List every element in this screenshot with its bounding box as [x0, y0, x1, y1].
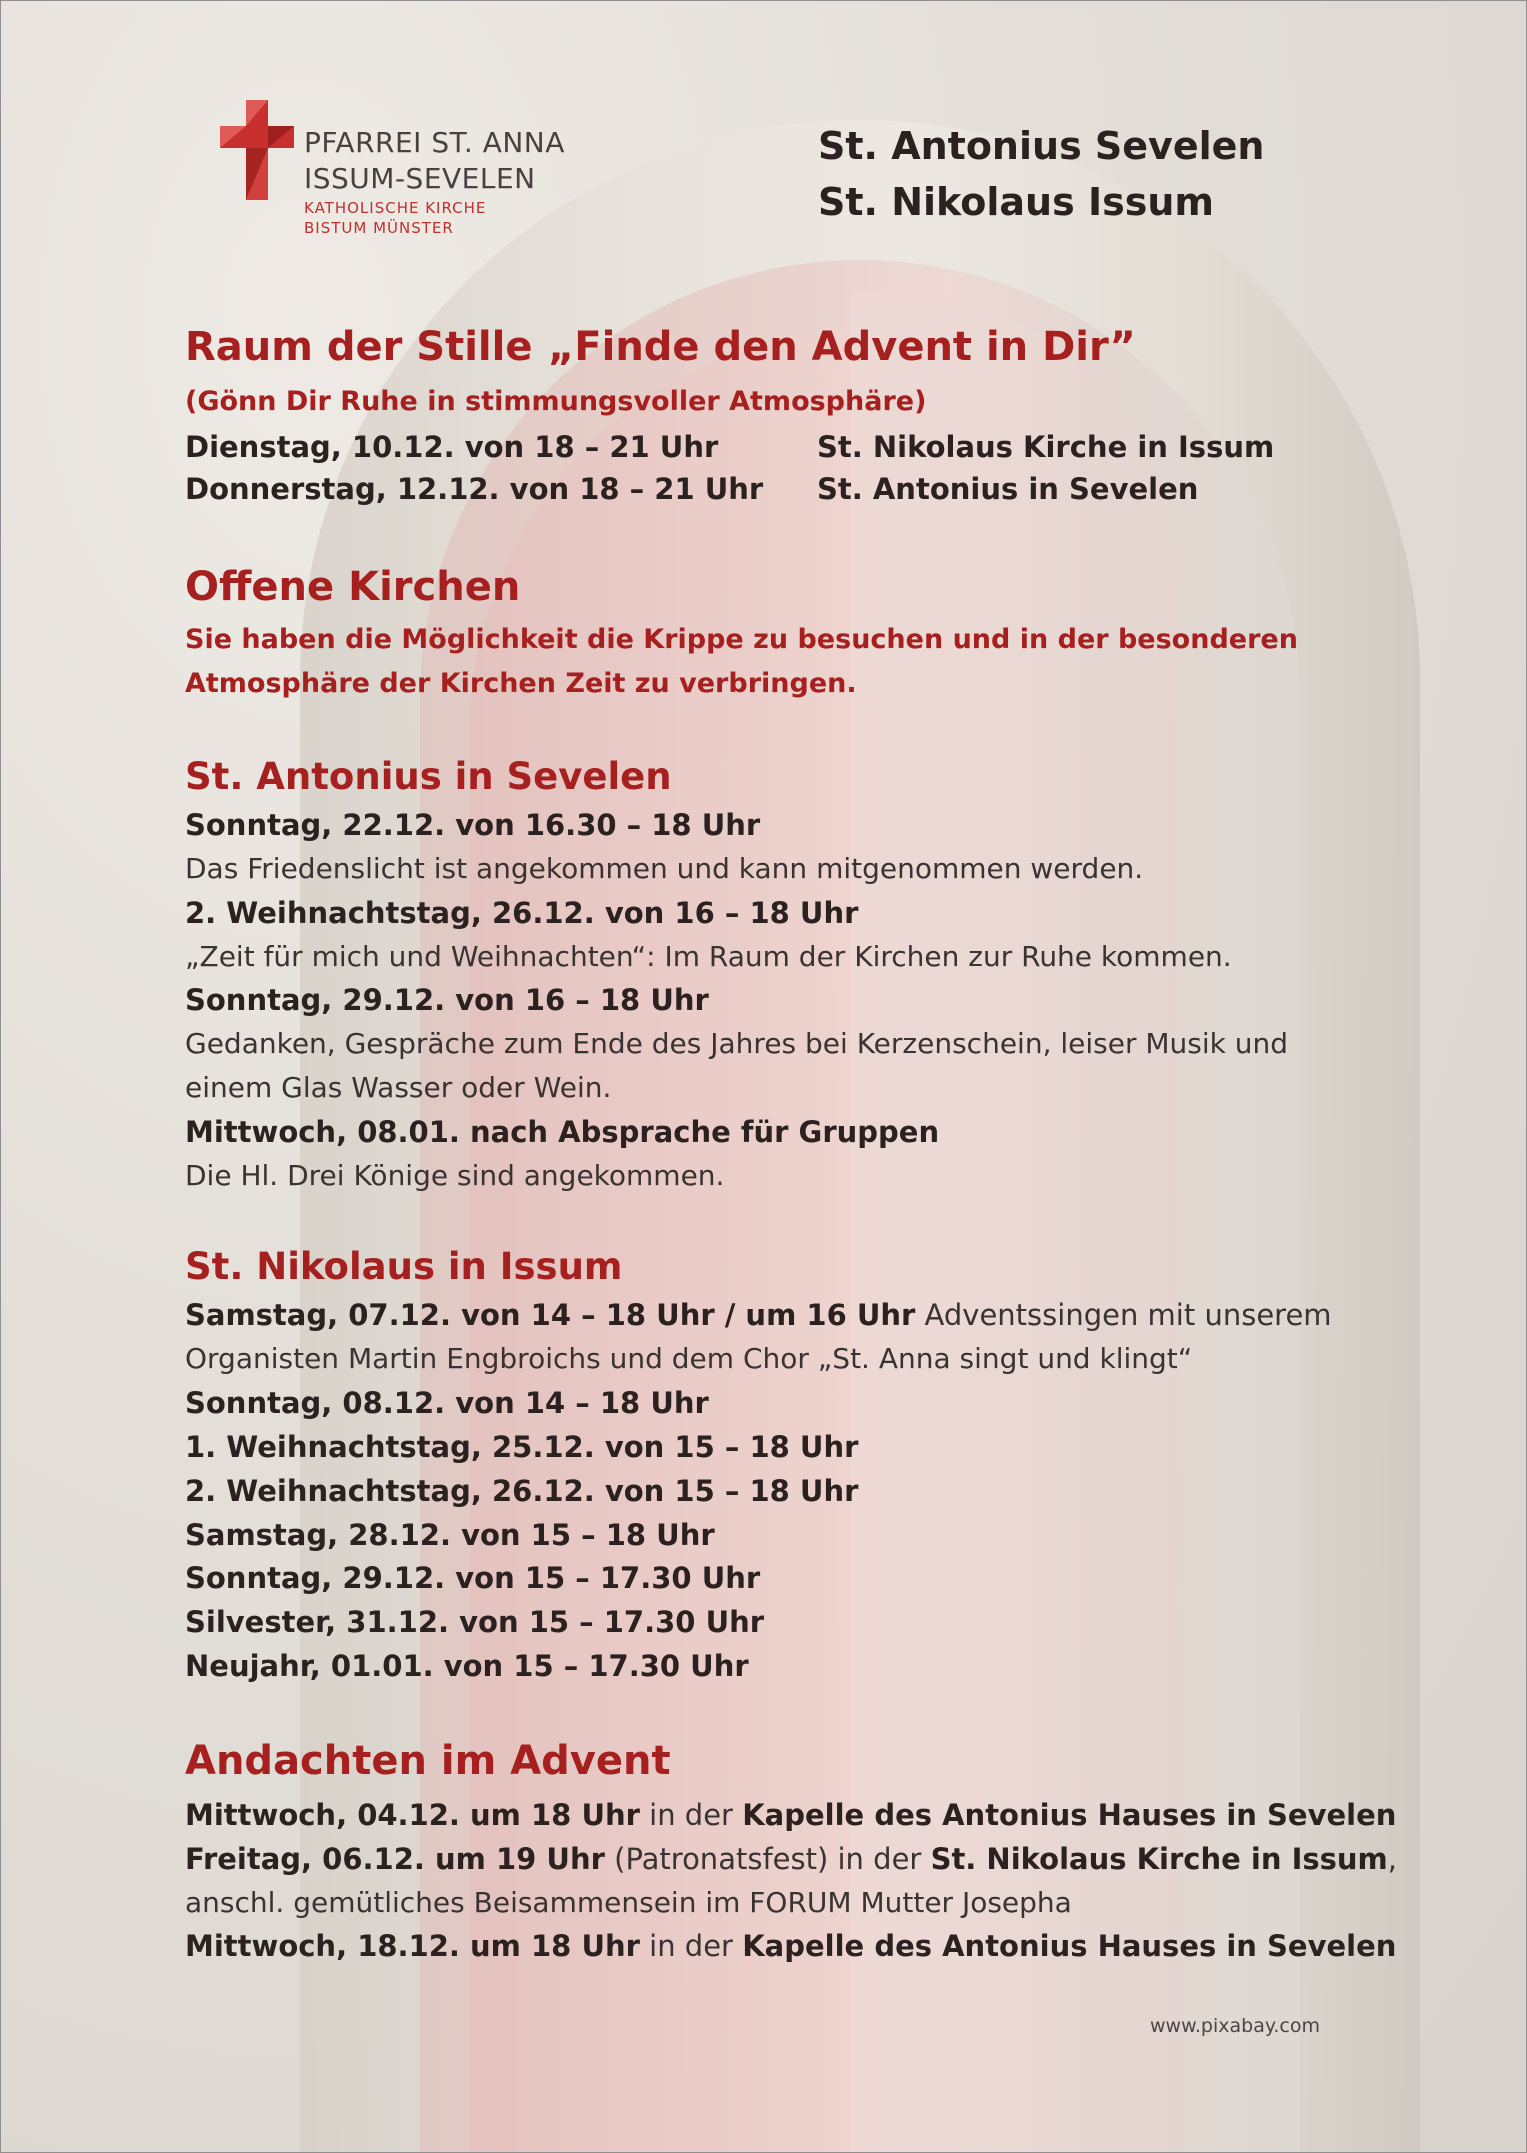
andacht-1-connector: in der — [639, 1798, 743, 1832]
andacht-1-date: Mittwoch, 04.12. um 18 Uhr — [185, 1798, 640, 1832]
antonius-line-1: Sonntag, 22.12. von 16.30 – 18 Uhr — [185, 808, 761, 842]
section-subtitle: (Gönn Dir Ruhe in stimmungsvoller Atmosphäre) — [185, 386, 927, 417]
antonius-line-3: 2. Weihnachtstag, 26.12. von 16 – 18 Uhr — [185, 896, 859, 930]
nikolaus-line-2: Organisten Martin Engbroichs und dem Chor „St. Anna singt und klingt“ — [185, 1342, 1193, 1375]
section-title-offene-kirchen: Offene Kirchen — [185, 564, 521, 610]
antonius-line-4: „Zeit für mich und Weihnachten“: Im Raum der Kirchen zur Ruhe kommen. — [185, 940, 1232, 973]
antonius-line-9: Die Hl. Drei Könige sind angekommen. — [185, 1159, 725, 1192]
nikolaus-line-1-rest: Adventssingen mit unserem — [915, 1298, 1332, 1332]
parish-cross-logo-icon — [220, 100, 294, 200]
antonius-line-2: Das Friedenslicht ist angekommen und kann mitgenommen werden. — [185, 852, 1144, 885]
section-title-raum-der-stille: Raum der Stille — [185, 324, 533, 370]
nikolaus-date-6: Silvester, 31.12. von 15 – 17.30 Uhr — [185, 1605, 765, 1639]
nikolaus-date-1: Sonntag, 08.12. von 14 – 18 Uhr — [185, 1386, 709, 1420]
header-church-antonius: St. Antonius Sevelen — [818, 124, 1265, 168]
andacht-2-connector: (Patronatsfest) in der — [604, 1842, 931, 1876]
antonius-line-5: Sonntag, 29.12. von 16 – 18 Uhr — [185, 983, 709, 1017]
logo-line-place: ISSUM-SEVELEN — [304, 162, 536, 195]
andacht-line-2 — [185, 1842, 1397, 1876]
andacht-line-3: anschl. gemütliches Beisammensein im FORUM Mutter Josepha — [185, 1886, 1072, 1919]
nikolaus-line-1-bold: Samstag, 07.12. von 14 – 18 Uhr / um 16 Uhr — [185, 1298, 916, 1332]
nikolaus-date-7: Neujahr, 01.01. von 15 – 17.30 Uhr — [185, 1649, 749, 1683]
logo-line-parish: PFARREI ST. ANNA — [304, 126, 565, 159]
logo-line-diocese: BISTUM MÜNSTER — [304, 219, 454, 237]
andacht-line-4 — [185, 1929, 1396, 1963]
section-title-antonius: St. Antonius in Sevelen — [185, 755, 672, 798]
nikolaus-line-1 — [185, 1298, 1332, 1332]
stille-date-1: Dienstag, 10.12. von 18 – 21 Uhr — [185, 430, 719, 464]
antonius-line-6: Gedanken, Gespräche zum Ende des Jahres bei Kerzenschein, leiser Musik und — [185, 1027, 1289, 1060]
andacht-2-place: St. Nikolaus Kirche in Issum — [930, 1842, 1388, 1876]
header-church-nikolaus: St. Nikolaus Issum — [818, 180, 1214, 224]
nikolaus-date-3: 2. Weihnachtstag, 26.12. von 15 – 18 Uhr — [185, 1474, 859, 1508]
section-title-andachten: Andachten im Advent — [185, 1738, 671, 1784]
offene-intro-line-1: Sie haben die Möglichkeit die Krippe zu besuchen und in der besonderen — [185, 624, 1298, 655]
stille-place-2: St. Antonius in Sevelen — [817, 472, 1199, 506]
antonius-line-7: einem Glas Wasser oder Wein. — [185, 1071, 612, 1104]
nikolaus-date-4: Samstag, 28.12. von 15 – 18 Uhr — [185, 1518, 715, 1552]
stille-date-2: Donnerstag, 12.12. von 18 – 21 Uhr — [185, 472, 764, 506]
stille-place-1: St. Nikolaus Kirche in Issum — [817, 430, 1275, 464]
andacht-2-date: Freitag, 06.12. um 19 Uhr — [185, 1842, 605, 1876]
andacht-4-place: Kapelle des Antonius Hauses in Sevelen — [742, 1929, 1397, 1963]
section-title-nikolaus: St. Nikolaus in Issum — [185, 1245, 623, 1288]
nikolaus-date-2: 1. Weihnachtstag, 25.12. von 15 – 18 Uhr — [185, 1430, 859, 1464]
offene-intro-line-2: Atmosphäre der Kirchen Zeit zu verbringen. — [185, 668, 857, 699]
section-motto: „Finde den Advent in Dir” — [548, 324, 1136, 370]
antonius-line-8: Mittwoch, 08.01. nach Absprache für Gruppen — [185, 1115, 940, 1149]
andacht-line-1 — [185, 1798, 1396, 1832]
nikolaus-date-5: Sonntag, 29.12. von 15 – 17.30 Uhr — [185, 1561, 761, 1595]
logo-line-church: KATHOLISCHE KIRCHE — [304, 199, 487, 217]
andacht-4-connector: in der — [639, 1929, 743, 1963]
andacht-2-comma: , — [1387, 1842, 1397, 1876]
andacht-4-date: Mittwoch, 18.12. um 18 Uhr — [185, 1929, 640, 1963]
andacht-1-place: Kapelle des Antonius Hauses in Sevelen — [742, 1798, 1397, 1832]
image-credit: www.pixabay.com — [1150, 2015, 1320, 2037]
